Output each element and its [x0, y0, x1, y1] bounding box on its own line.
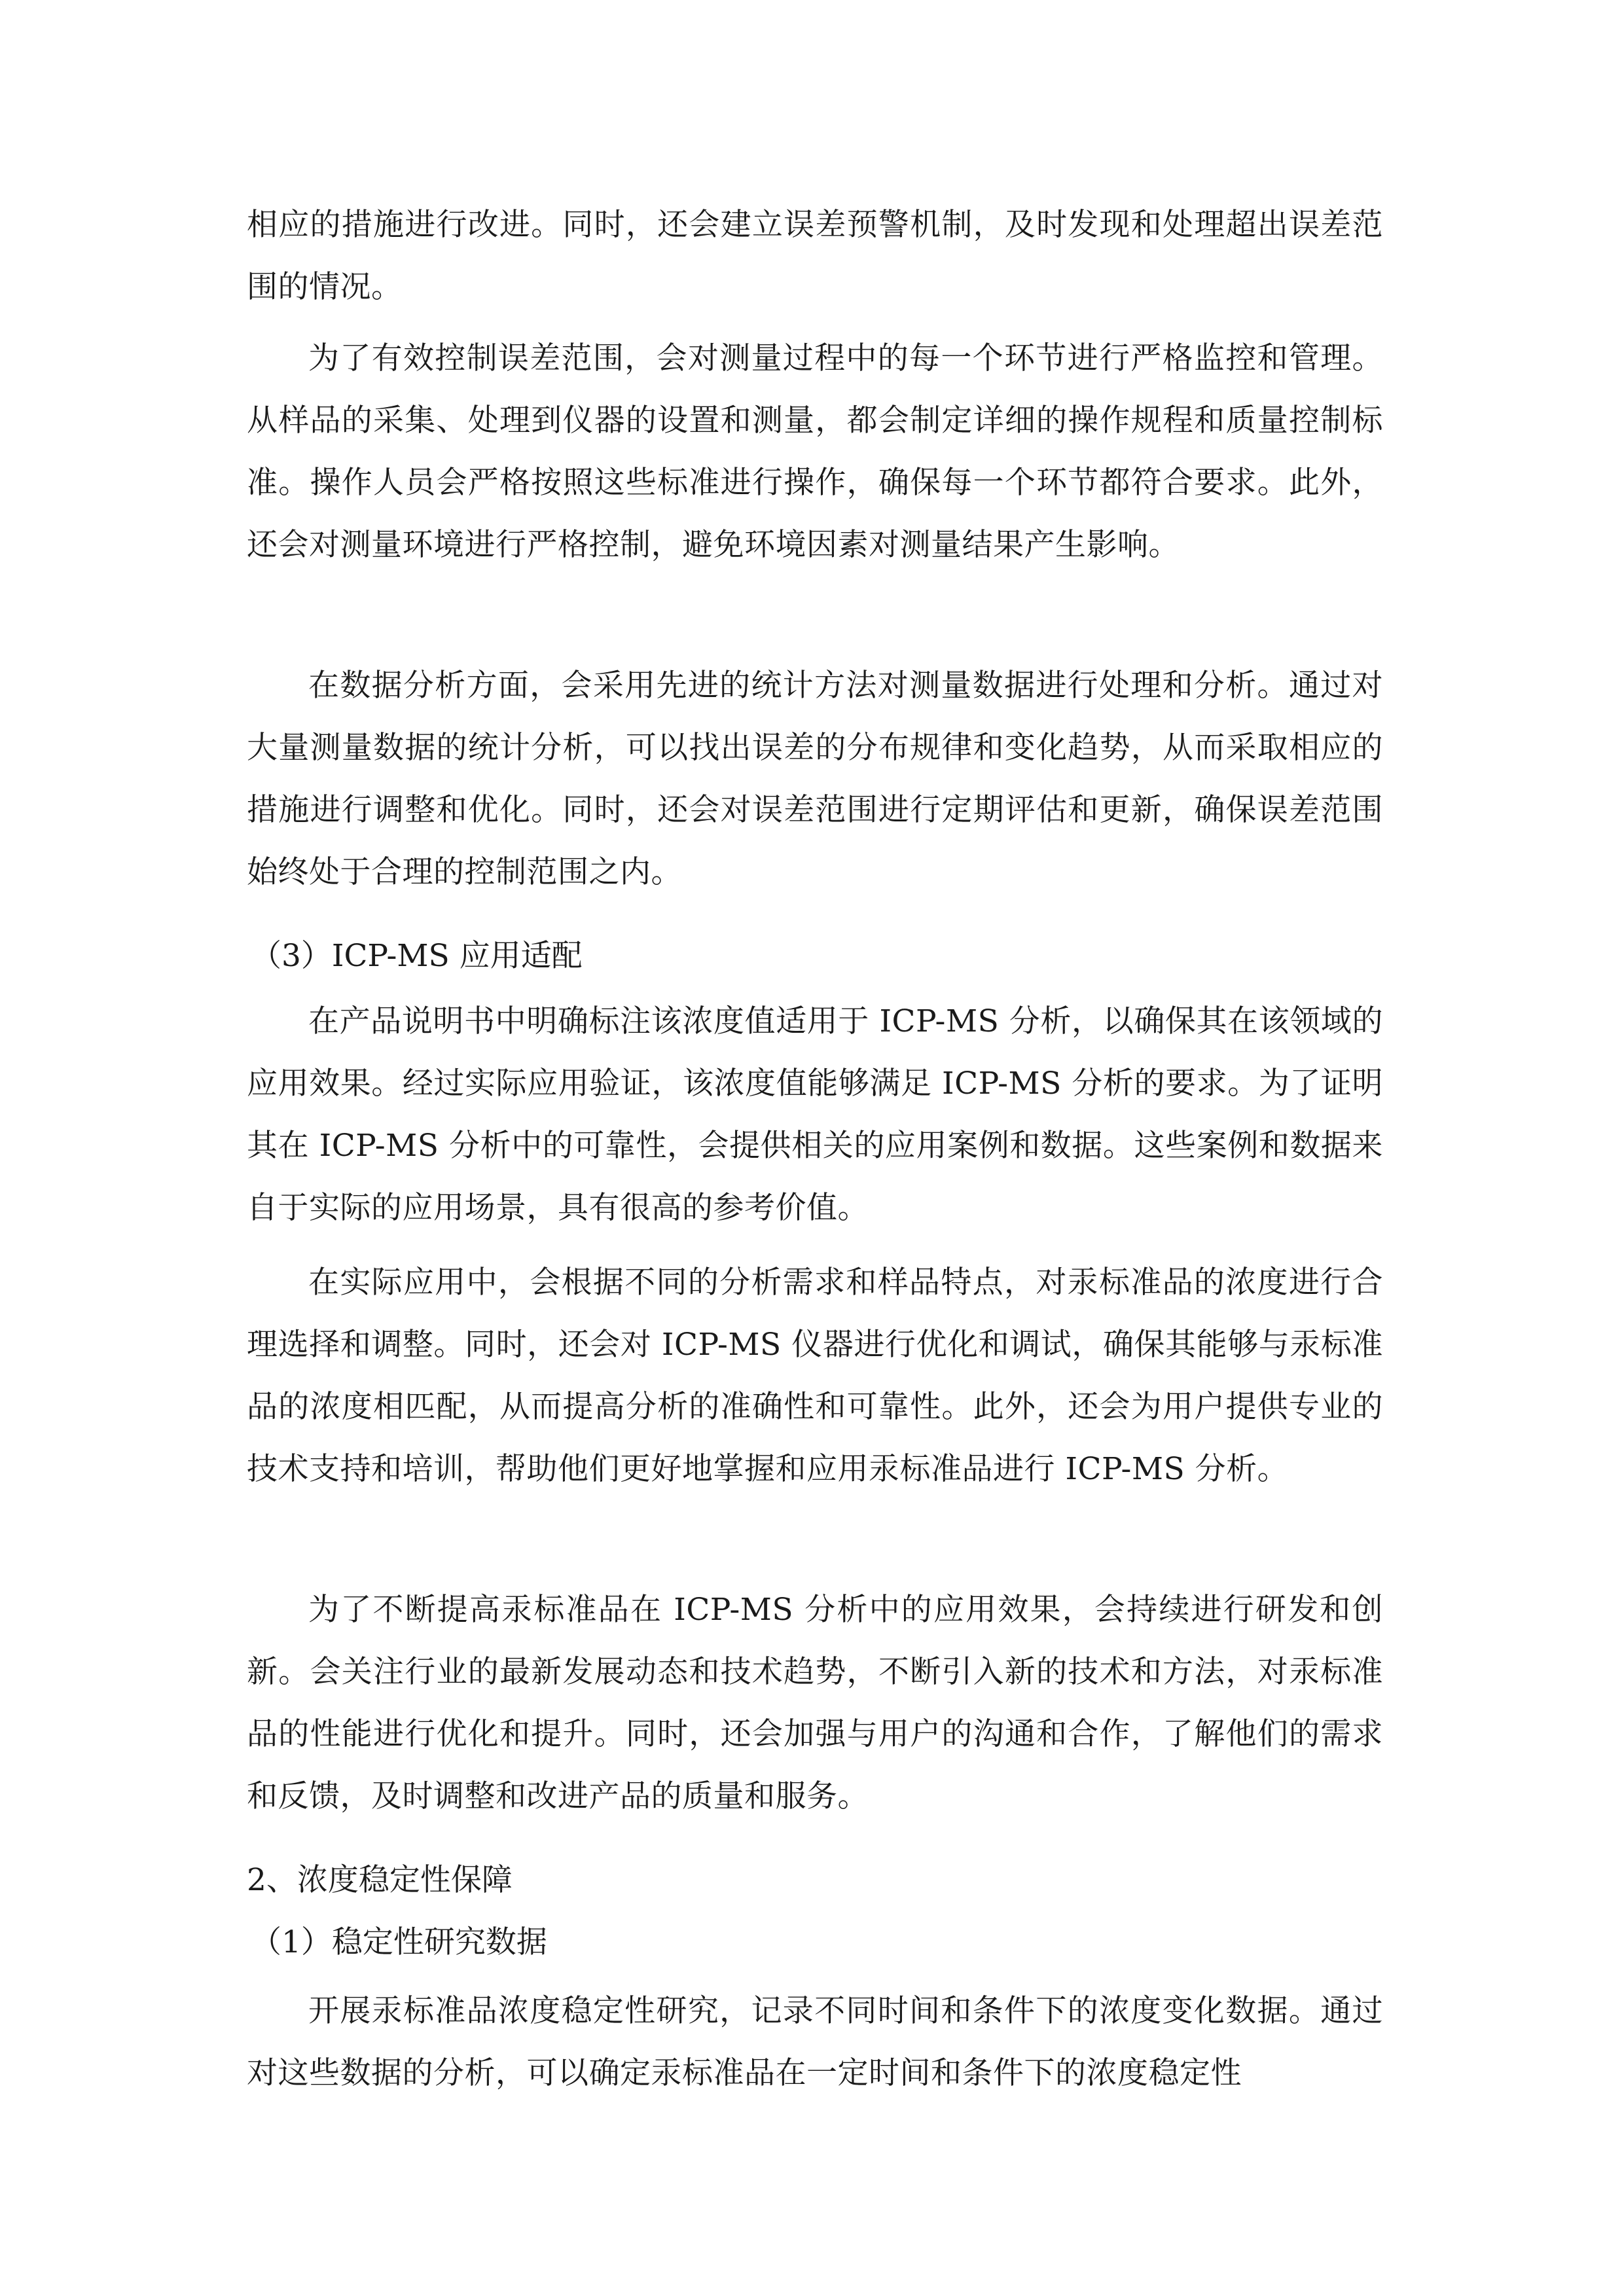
paragraph-icp-ms-label: 在产品说明书中明确标注该浓度值适用于 ICP-MS 分析，以确保其在该领域的应用效果。经过实际应用验证，该浓度值能够满足 ICP-MS 分析的要求。为了证明其在 ICP-MS 分析中的可靠性，会提供相关的应用案例和数据。这些案例和数据来自于实际的应用场景，具有很高的参考价值。 [247, 1003, 1383, 1226]
paragraph-continuous-improvement: 为了不断提高汞标准品在 ICP-MS 分析中的应用效果，会持续进行研发和创新。会关注行业的最新发展动态和技术趋势，不断引入新的技术和方法，对汞标准品的性能进行优化和提升。同时，还会加强与用户的沟通和合作，了解他们的需求和反馈，及时调整和改进产品的质量和服务。 [247, 1592, 1383, 1814]
paragraph-data-analysis: 在数据分析方面，会采用先进的统计方法对测量数据进行处理和分析。通过对大量测量数据的统计分析，可以找出误差的分布规律和变化趋势，从而采取相应的措施进行调整和优化。同时，还会对误差范围进行定期评估和更新，确保误差范围始终处于合理的控制范围之内。 [247, 668, 1383, 890]
paragraph-application-adjustment: 在实际应用中，会根据不同的分析需求和样品特点，对汞标准品的浓度进行合理选择和调整。同时，还会对 ICP-MS 仪器进行优化和调试，确保其能够与汞标准品的浓度相匹配，从而提高分析的准确性和可靠性。此外，还会为用户提供专业的技术支持和培训，帮助他们更好地掌握和应用汞标准品进行 ICP-MS 分析。 [247, 1265, 1383, 1487]
heading-icp-ms-adaptation: （3）ICP-MS 应用适配 [251, 938, 583, 974]
paragraph-stability-study: 开展汞标准品浓度稳定性研究，记录不同时间和条件下的浓度变化数据。通过对这些数据的分析，可以确定汞标准品在一定时间和条件下的浓度稳定性 [247, 1993, 1383, 2091]
heading-section-2: 2、浓度稳定性保障 [247, 1862, 513, 1898]
heading-stability-data: （1）稳定性研究数据 [251, 1924, 547, 1960]
paragraph-error-control: 为了有效控制误差范围，会对测量过程中的每一个环节进行严格监控和管理。从样品的采集、处理到仪器的设置和测量，都会制定详细的操作规程和质量控制标准。操作人员会严格按照这些标准进行操作，确保每一个环节都符合要求。此外，还会对测量环境进行严格控制，避免环境因素对测量结果产生影响。 [247, 340, 1383, 563]
paragraph-error-warning: 相应的措施进行改进。同时，还会建立误差预警机制，及时发现和处理超出误差范围的情况。 [247, 207, 1383, 305]
